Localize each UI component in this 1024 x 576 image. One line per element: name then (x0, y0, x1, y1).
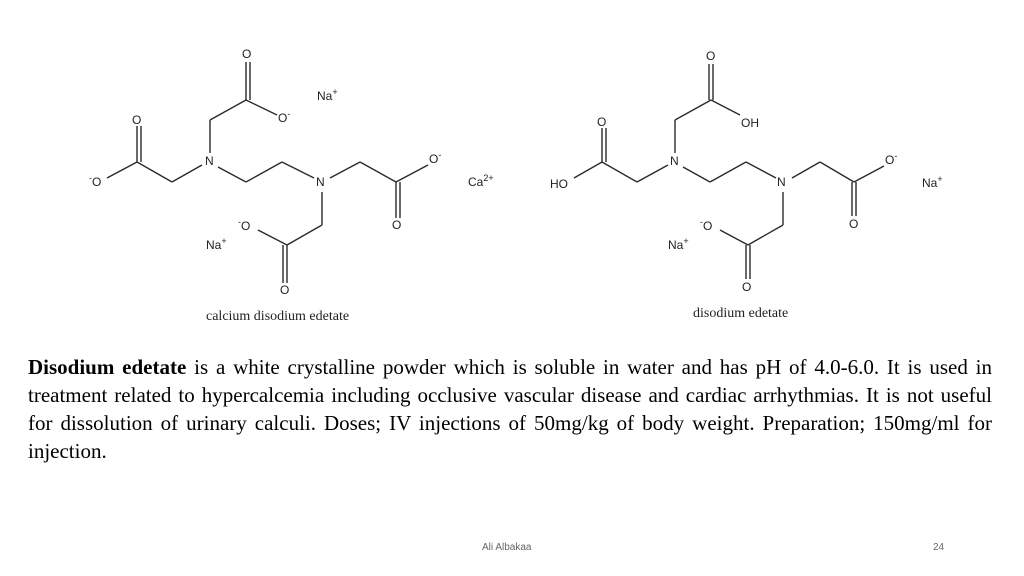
sodium-ion: Na+ (668, 236, 689, 252)
bond (287, 225, 322, 245)
bond (683, 167, 710, 182)
atom-n: N (777, 175, 786, 189)
bond (246, 162, 282, 182)
bond (282, 162, 314, 178)
calcium-ion: $Ca^{2+}$ (468, 173, 494, 189)
page-number: 24 (933, 542, 945, 553)
atom-oh: OH (741, 116, 759, 130)
bond (107, 162, 137, 178)
description-text: is a white crystalline powder which is soluble in water and has pH of 4.0-6.0. It is used in treatment related to hypercalcemia including occlusive vascular disease and cardiac arrhythmias. It is not useful for dissolution of urinary calculi. Doses; IV injections of 50mg/kg of body weight. Preparation; 150mg/ml for injection. (28, 355, 993, 463)
atom-o-minus: -O (700, 217, 713, 233)
bond (854, 166, 884, 182)
term-disodium-edetate: Disodium edetate (28, 355, 187, 379)
description-paragraph (28, 353, 992, 465)
atom-o: O (280, 283, 290, 297)
bond (748, 225, 783, 245)
atom-n: N (205, 154, 214, 168)
bond (720, 230, 748, 245)
sodium-ion: Na+ (206, 236, 227, 252)
atom-o-minus: O- (885, 151, 898, 167)
structure-caption-right: disodium edetate (693, 306, 789, 321)
atom-o: O (392, 218, 402, 232)
atom-o-minus: O- (429, 150, 442, 166)
atom-o: O (706, 49, 716, 63)
atom-o: O (242, 47, 252, 61)
bond (574, 162, 602, 178)
atom-o-minus: -O (89, 173, 102, 189)
footer-author: Ali Albakaa (482, 542, 532, 553)
bond (711, 100, 740, 115)
bond (246, 100, 277, 115)
atom-o: O (742, 280, 752, 294)
structure-caption-left: calcium disodium edetate (206, 309, 350, 324)
disodium-edetate-structure (550, 49, 943, 321)
atom-o-minus: -O (238, 217, 251, 233)
bond (137, 162, 172, 182)
bond (675, 100, 711, 120)
atom-ho: HO (550, 177, 568, 191)
atom-o: O (132, 113, 142, 127)
bond (258, 230, 287, 245)
bond (710, 162, 746, 182)
bond (602, 162, 637, 182)
bond (792, 162, 820, 178)
bond (396, 165, 428, 182)
atom-n: N (316, 175, 325, 189)
bond (330, 162, 360, 178)
atom-o: O (597, 115, 607, 129)
atom-n: N (670, 154, 679, 168)
bond (210, 100, 246, 120)
bond (218, 167, 246, 182)
sodium-ion: Na+ (922, 174, 943, 190)
bond (360, 162, 396, 182)
calcium-disodium-edetate-structure (89, 47, 494, 324)
bond (637, 165, 668, 182)
bond (746, 162, 776, 178)
bond (820, 162, 854, 182)
atom-o-minus: O- (278, 109, 291, 125)
sodium-ion: Na+ (317, 87, 338, 103)
atom-o: O (849, 217, 859, 231)
bond (172, 165, 202, 182)
